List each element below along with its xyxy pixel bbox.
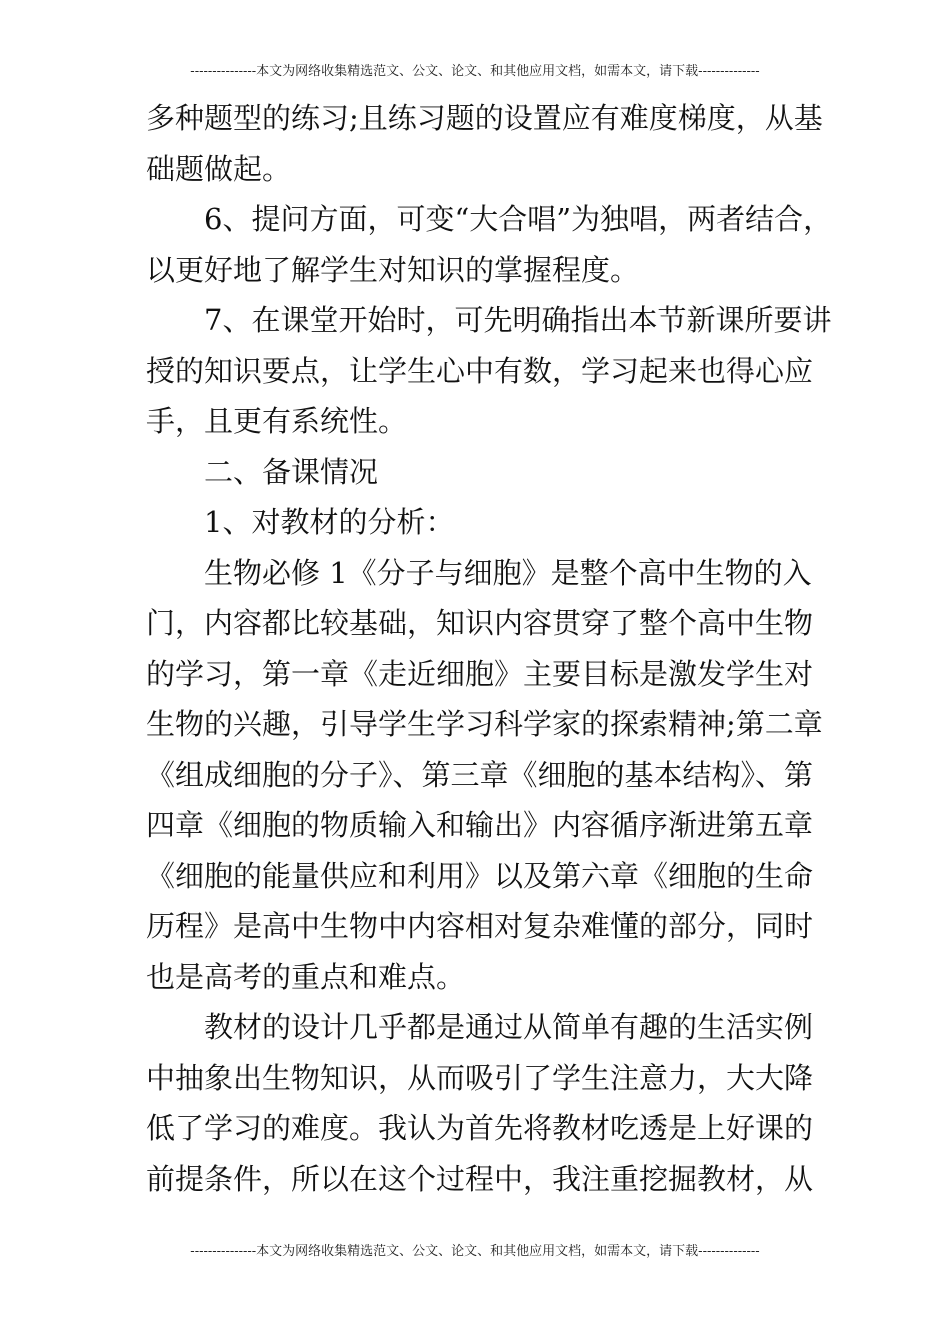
text-line: 《细胞的能量供应和利用》以及第六章《细胞的生命 — [146, 858, 814, 893]
text-line: 的学习，第一章《走近细胞》主要目标是激发学生对 — [146, 656, 814, 691]
section-heading: 二、备课情况 — [204, 454, 379, 489]
page-footer: ---------------本文为网络收集精选范文、公文、论文、和其他应用文档，如需本文，请下载-------------- — [190, 1244, 760, 1259]
text-line: 前提条件，所以在这个过程中，我注重挖掘教材，从 — [146, 1161, 814, 1196]
text-line: 低了学习的难度。我认为首先将教材吃透是上好课的 — [146, 1111, 814, 1145]
text-line: 历程》是高中生物中内容相对复杂难懂的部分，同时 — [146, 909, 814, 943]
text-line: 《组成细胞的分子》、第三章《细胞的基本结构》、第 — [146, 757, 814, 792]
text-line: 生物的兴趣，引导学生学习科学家的探索精神;第二章 — [146, 707, 823, 741]
text-line: 授的知识要点，让学生心中有数，学习起来也得心应 — [146, 353, 814, 388]
document-body — [146, 93, 833, 1204]
text-line: 教材的设计几乎都是通过从简单有趣的生活实例 — [204, 1010, 814, 1044]
text-line: 手，且更有系统性。 — [146, 404, 408, 438]
subsection-heading: 1、对教材的分析： — [204, 505, 455, 539]
text-line: 以更好地了解学生对知识的掌握程度。 — [146, 252, 640, 287]
text-line: 也是高考的重点和难点。 — [146, 959, 466, 994]
text-line: 生物必修 1《分子与细胞》是整个高中生物的入 — [204, 555, 812, 590]
text-line: 中抽象出生物知识，从而吸引了学生注意力，大大降 — [146, 1060, 814, 1095]
text-line: 多种题型的练习;且练习题的设置应有难度梯度，从基 — [146, 101, 823, 135]
text-line: 7、在课堂开始时，可先明确指出本节新课所要讲 — [204, 303, 832, 337]
page-header: ---------------本文为网络收集精选范文、公文、论文、和其他应用文档，如需本文，请下载-------------- — [190, 64, 760, 79]
text-line: 础题做起。 — [146, 151, 292, 186]
text-line: 门，内容都比较基础，知识内容贯穿了整个高中生物 — [146, 606, 814, 640]
text-line: 6、提问方面，可变“大合唱”为独唱，两者结合， — [204, 202, 833, 236]
text-line: 四章《细胞的物质输入和输出》内容循序渐进第五章 — [146, 808, 814, 842]
